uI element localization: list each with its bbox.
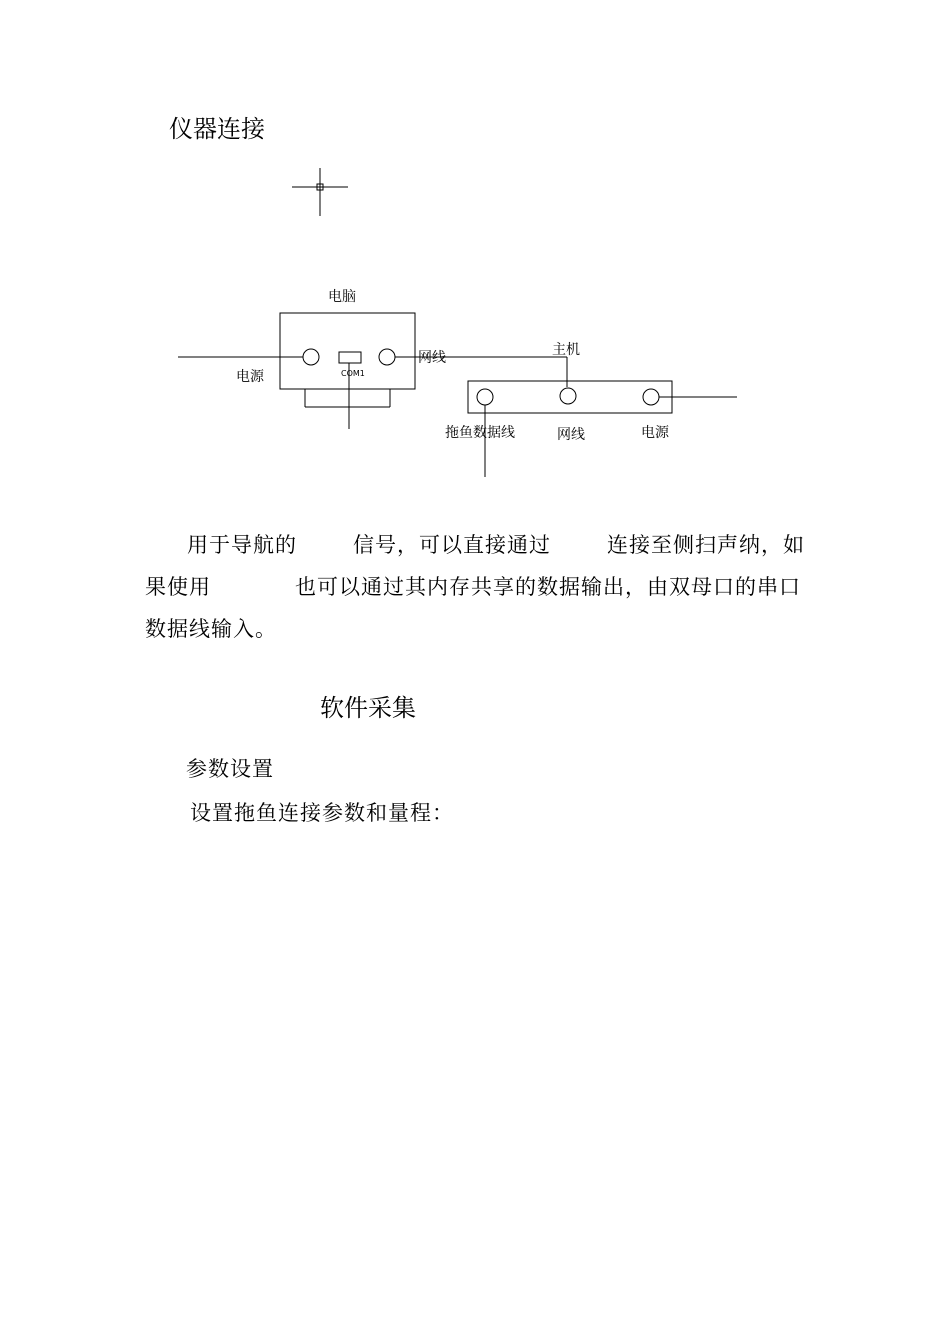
com-port [339, 352, 361, 363]
section-title-connection: 仪器连接 [169, 115, 265, 143]
computer-network-label: 网线 [418, 350, 446, 366]
computer-network-port [379, 349, 395, 365]
host-network-port [560, 388, 576, 404]
subsection-title-params: 参数设置 [186, 757, 274, 781]
host-network-label: 网线 [557, 427, 585, 443]
host-power-port [643, 389, 659, 405]
com-port-label: COM1 [341, 369, 365, 378]
paragraph-text: 数据线输入。 [145, 617, 277, 641]
host-label: 主机 [552, 342, 580, 358]
host-power-label: 电源 [641, 425, 669, 441]
host-tow-cable-port [477, 389, 493, 405]
paragraph-text: 连接至侧扫声纳，如 [607, 533, 805, 557]
cursor-crosshair-icon [292, 168, 348, 216]
paragraph-text: 用于导航的 [187, 533, 297, 557]
params-text: 设置拖鱼连接参数和量程： [190, 801, 454, 825]
section-title-software: 软件采集 [320, 694, 416, 722]
connection-paragraph [145, 524, 825, 650]
computer-label: 电脑 [328, 289, 356, 305]
host-tow-cable-label: 拖鱼数据线 [445, 425, 515, 441]
host-box [468, 381, 672, 413]
computer-power-label: 电源 [236, 369, 264, 385]
paragraph-text: 果使用 [145, 575, 211, 599]
paragraph-text: 信号，可以直接通过 [353, 533, 551, 557]
connection-diagram [170, 280, 750, 485]
paragraph-text: 也可以通过其内存共享的数据输出，由双母口的串口 [295, 575, 801, 599]
computer-power-port [303, 349, 319, 365]
